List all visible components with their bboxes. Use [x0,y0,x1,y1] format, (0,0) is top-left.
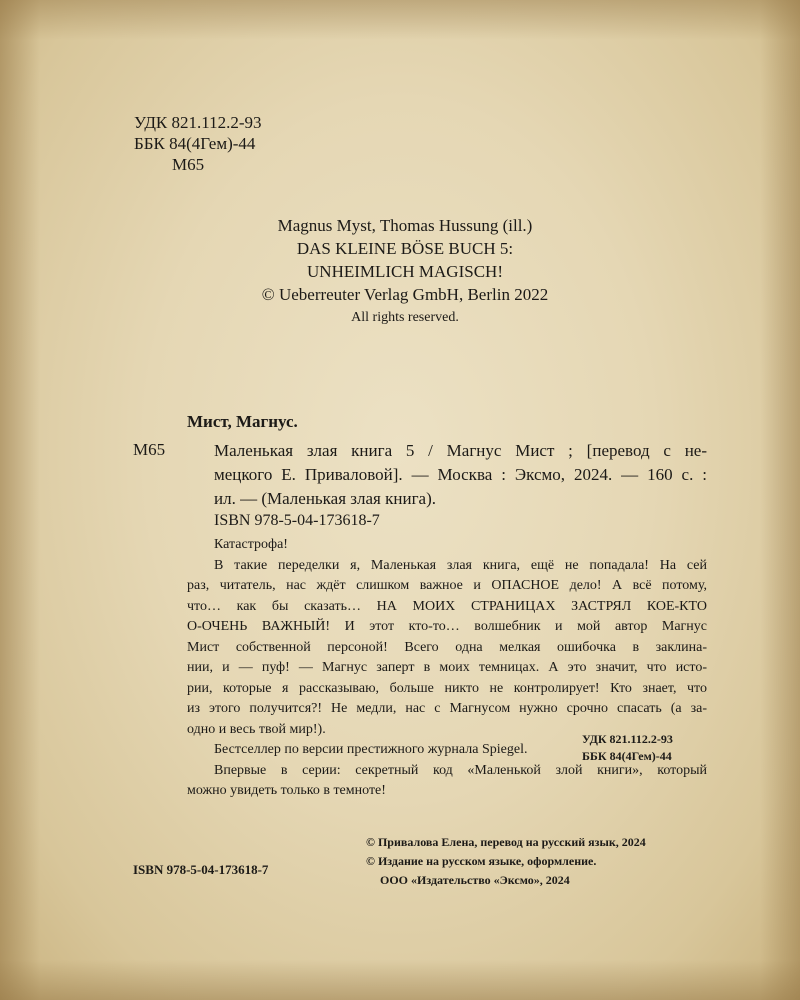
copyright-block [366,833,646,890]
annotation-bestseller: Бестселлер по версии престижного журнала Spiegel. [214,742,528,757]
catalog-isbn: ISBN 978-5-04-173618-7 [214,512,380,529]
author-mark: М65 [172,155,205,174]
bottom-isbn: ISBN 978-5-04-173618-7 [133,862,269,877]
paper-edge-bottom [0,960,800,1000]
paper-edge-top [0,0,800,40]
rights-reserved: All rights reserved. [351,310,459,325]
annotation-line: что… как бы сказать… НА МОИХ СТРАНИЦАХ ЗАСТРЯЛ КОЕ-КТО [187,598,707,614]
annotation-line: рии, которые я рассказываю, больше никто не контролирует! Кто знает, что [187,680,707,696]
bottom-classification-codes [582,731,673,765]
annotation-line: В такие переделки я, Маленькая злая книга, ещё не попадала! На сей [214,557,707,573]
annotation-line: раз, читатель, нас ждёт слишком важное и ОПАСНОЕ дело! А всё потому, [187,578,707,593]
paper-edge-right [760,0,800,1000]
bbk-code: ББК 84(4Гем)-44 [134,134,256,153]
original-title-line1: DAS KLEINE BÖSE BUCH 5: [296,239,514,258]
bottom-udk-code: УДК 821.112.2-93 [582,732,673,746]
catalog-author-mark: М65 [133,440,166,459]
biblio-line: ил. — (Маленькая злая книга). [214,489,436,508]
annotation-line: из этого получится?! Не медли, нас с Магнусом нужно срочно спасать (а за- [187,701,707,716]
annotation-line: Мист собственной персоной! Всего одна мелкая ошибочка в заклина- [187,639,707,655]
paper-edge-left [0,0,40,1000]
udk-code: УДК 821.112.2-93 [134,113,262,132]
original-authors: Magnus Myst, Thomas Hussung (ill.) [277,216,533,235]
annotation-line: одно и весь твой мир!). [187,721,326,737]
biblio-line: мецкого Е. Приваловой]. — Москва : Эксмо, 2024. — 160 с. : [214,465,707,484]
original-edition [160,214,650,329]
biblio-line: Маленькая злая книга 5 / Магнус Мист ; [перевод с не- [214,441,707,460]
bottom-bbk-code: ББК 84(4Гем)-44 [582,749,672,763]
annotation-first: Катастрофа! [214,537,288,552]
bibliographic-description [214,439,707,511]
original-title-line2: UNHEIMLICH MAGISCH! [307,262,503,281]
original-copyright: © Ueberreuter Verlag GmbH, Berlin 2022 [261,285,549,304]
annotation-code-line: можно увидеть только в темноте! [187,783,386,798]
translation-copyright: © Привалова Елена, перевод на русский язык, 2024 [366,835,646,849]
annotation-line: нии, и — пуф! — Магнус заперт в моих темницах. А это значит, что исто- [187,660,707,675]
classification-codes [134,112,262,175]
edition-copyright: © Издание на русском языке, оформление. [366,854,597,868]
annotation-line: О-ОЧЕНЬ ВАЖНЫЙ! И этот кто-то… волшебник и мой автор Магнус [187,619,707,634]
annotation-code-line: Впервые в серии: секретный код «Маленькой злой книги», который [214,762,707,778]
catalog-heading: Мист, Магнус. [187,412,298,431]
publisher-copyright: ООО «Издательство «Эксмо», 2024 [380,873,570,887]
